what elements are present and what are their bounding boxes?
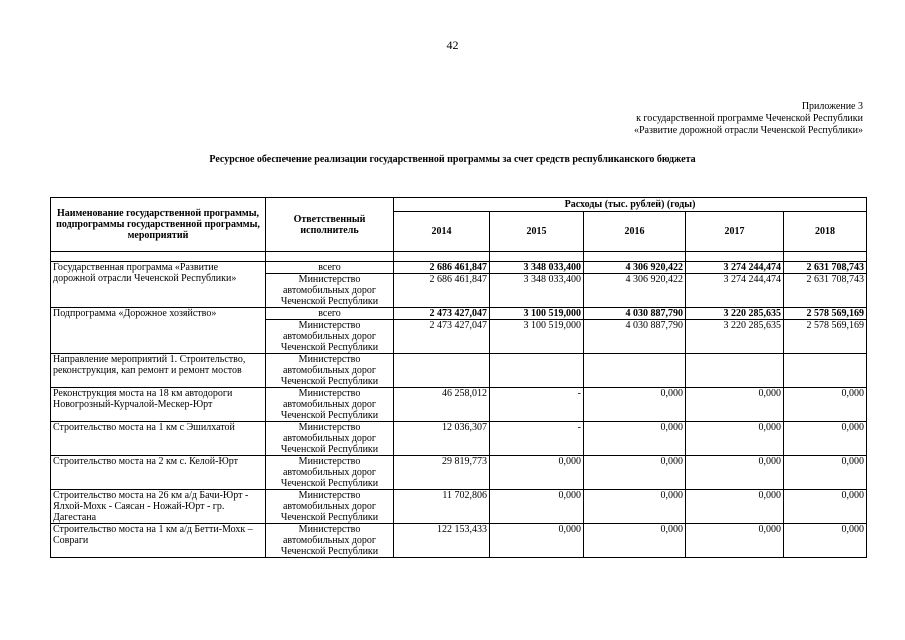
value-cell: 2 578 569,169 [784,308,867,320]
table-row [51,388,867,422]
header-name: Наименование государственной программы, подпрограммы государственной программы, мероприятий [51,198,266,252]
row-executor: Министерство автомобильных дорог Чеченской Республики [266,320,394,354]
value-cell: 0,000 [784,456,867,490]
value-cell [490,354,584,388]
row-name: Государственная программа «Развитие дорожной отрасли Чеченской Республики» [51,262,266,308]
value-cell [686,354,784,388]
row-name: Подпрограмма «Дорожное хозяйство» [51,308,266,354]
table-row [51,422,867,456]
row-name: Реконструкция моста на 18 км автодороги Новогрозный-Курчалой-Мескер-Юрт [51,388,266,422]
row-name: Строительство моста на 1 км а/д Бетти-Мохк – Совраги [51,524,266,558]
appendix-line-3: «Развитие дорожной отрасли Чеченской Республики» [633,125,863,136]
header-year: 2015 [490,212,584,252]
value-cell: 2 473 427,047 [394,308,490,320]
row-executor: Министерство автомобильных дорог Чеченской Республики [266,354,394,388]
table-row [51,308,867,320]
value-cell: 0,000 [490,456,584,490]
value-cell: 3 100 519,000 [490,320,584,354]
value-cell: 0,000 [686,490,784,524]
value-cell: 4 306 920,422 [584,274,686,308]
value-cell: 3 100 519,000 [490,308,584,320]
value-cell [584,354,686,388]
row-executor: Министерство автомобильных дорог Чеченской Республики [266,524,394,558]
value-cell: 0,000 [584,422,686,456]
value-cell: 46 258,012 [394,388,490,422]
value-cell: 2 631 708,743 [784,262,867,274]
value-cell: 122 153,433 [394,524,490,558]
value-cell: 2 578 569,169 [784,320,867,354]
row-name: Направление мероприятий 1. Строительство, реконструкция, кап ремонт и ремонт мостов [51,354,266,388]
value-cell: 3 220 285,635 [686,320,784,354]
header-executor: Ответственный исполнитель [266,198,394,252]
row-executor: всего [266,262,394,274]
value-cell: 0,000 [584,456,686,490]
appendix-note [634,101,863,137]
value-cell: 0,000 [584,524,686,558]
value-cell: 2 473 427,047 [394,320,490,354]
value-cell: 3 274 244,474 [686,274,784,308]
value-cell: 3 274 244,474 [686,262,784,274]
spacer-row [51,252,867,262]
value-cell: 0,000 [686,422,784,456]
value-cell: 0,000 [784,388,867,422]
value-cell: 0,000 [584,490,686,524]
table-row [51,490,867,524]
budget-table [50,197,867,558]
value-cell: 0,000 [584,388,686,422]
appendix-line-1: Приложение 3 [801,101,863,112]
row-executor: Министерство автомобильных дорог Чеченской Республики [266,456,394,490]
value-cell: 0,000 [686,456,784,490]
value-cell: - [490,422,584,456]
value-cell: 4 030 887,790 [584,320,686,354]
header-year: 2018 [784,212,867,252]
row-executor: всего [266,308,394,320]
value-cell: 0,000 [784,422,867,456]
value-cell: 4 306 920,422 [584,262,686,274]
value-cell: 0,000 [784,524,867,558]
value-cell: 0,000 [490,524,584,558]
table-row [51,524,867,558]
header-year: 2017 [686,212,784,252]
value-cell: 29 819,773 [394,456,490,490]
header-year: 2014 [394,212,490,252]
table-row [51,456,867,490]
value-cell: - [490,388,584,422]
value-cell: 0,000 [490,490,584,524]
row-executor: Министерство автомобильных дорог Чеченской Республики [266,422,394,456]
value-cell: 0,000 [784,490,867,524]
value-cell: 2 631 708,743 [784,274,867,308]
value-cell [784,354,867,388]
document-title: Ресурсное обеспечение реализации государственной программы за счет средств республиканского бюджета [209,154,696,165]
value-cell [394,354,490,388]
row-executor: Министерство автомобильных дорог Чеченской Республики [266,274,394,308]
row-executor: Министерство автомобильных дорог Чеченской Республики [266,388,394,422]
value-cell: 4 030 887,790 [584,308,686,320]
value-cell: 11 702,806 [394,490,490,524]
row-name: Строительство моста на 26 км а/д Бачи-Юрт - Ялхой-Мохк - Саясан - Ножай-Юрт - гр. Дагестана [51,490,266,524]
appendix-line-2: к государственной программе Чеченской Республики [636,113,863,124]
table-row [51,262,867,274]
value-cell: 12 036,307 [394,422,490,456]
value-cell: 3 220 285,635 [686,308,784,320]
row-executor: Министерство автомобильных дорог Чеченской Республики [266,490,394,524]
value-cell: 3 348 033,400 [490,262,584,274]
header-year: 2016 [584,212,686,252]
value-cell: 0,000 [686,524,784,558]
header-expenses: Расходы (тыс. рублей) (годы) [394,198,867,212]
value-cell: 2 686 461,847 [394,262,490,274]
value-cell: 3 348 033,400 [490,274,584,308]
value-cell: 0,000 [686,388,784,422]
page-number: 42 [446,38,459,52]
row-name: Строительство моста на 1 км с Эшилхатой [51,422,266,456]
table-row [51,354,867,388]
row-name: Строительство моста на 2 км с. Келой-Юрт [51,456,266,490]
value-cell: 2 686 461,847 [394,274,490,308]
